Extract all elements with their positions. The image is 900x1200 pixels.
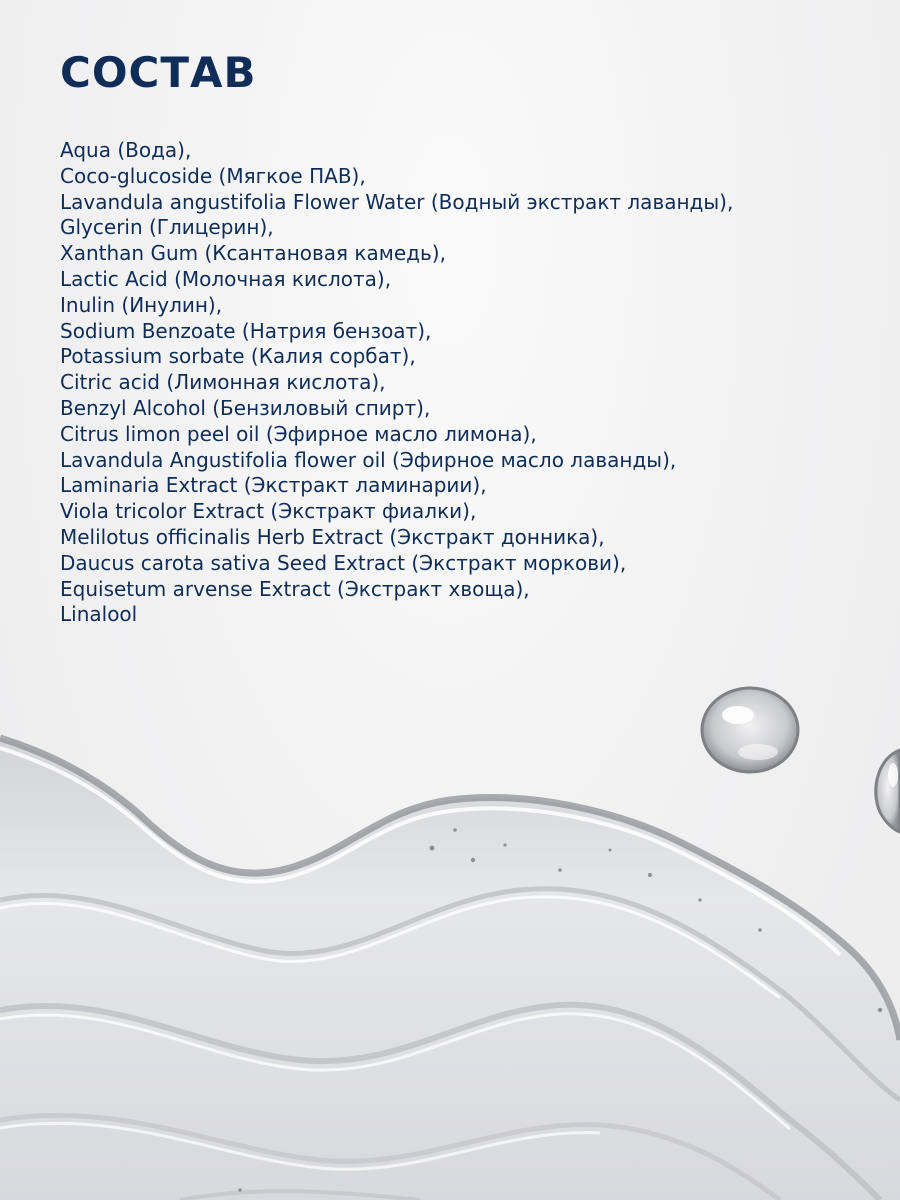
- droplet: [702, 688, 798, 772]
- list-item: Xanthan Gum (Ксантановая камедь),: [60, 241, 446, 266]
- gel-bubble: [558, 868, 562, 872]
- gel-bubble: [648, 873, 652, 877]
- list-item: Inulin (Инулин),: [60, 292, 223, 317]
- list-item: Glycerin (Глицерин),: [60, 215, 274, 240]
- gel-bubble: [471, 858, 475, 862]
- list-item: Equisetum arvense Extract (Экстракт хвоща),: [60, 576, 530, 601]
- list-item: Daucus carota sativa Seed Extract (Экстракт моркови),: [60, 550, 627, 575]
- list-item: Citrus limon peel oil (Эфирное масло лимона),: [60, 421, 537, 446]
- list-item: Coco-glucoside (Мягкое ПАВ),: [60, 163, 366, 188]
- page-title: СОСТАВ: [60, 48, 257, 97]
- list-item: Lavandula angustifolia Flower Water (Водный экстракт лаванды),: [60, 189, 734, 214]
- gel-bubble: [758, 928, 762, 932]
- list-item: Lactic Acid (Молочная кислота),: [60, 266, 392, 291]
- list-item: Benzyl Alcohol (Бензиловый спирт),: [60, 395, 431, 420]
- list-item: Viola tricolor Extract (Экстракт фиалки),: [60, 499, 477, 524]
- gel-bubble: [430, 846, 435, 851]
- list-item: Lavandula Angustifolia flower oil (Эфирное масло лаванды),: [60, 447, 677, 472]
- droplet: [876, 750, 900, 832]
- gel-bubble: [698, 898, 701, 901]
- list-item: Laminaria Extract (Экстракт ламинарии),: [60, 473, 487, 498]
- list-item: Potassium sorbate (Калия сорбат),: [60, 344, 416, 369]
- list-item: Sodium Benzoate (Натрия бензоат),: [60, 318, 432, 343]
- list-item: Melilotus officinalis Herb Extract (Экстракт донника),: [60, 524, 605, 549]
- gel-bubble: [238, 1188, 242, 1192]
- gel-bubble: [878, 1008, 882, 1012]
- list-item: Citric acid (Лимонная кислота),: [60, 370, 386, 395]
- ingredient-list: [60, 138, 733, 628]
- list-item: Linalool: [60, 602, 138, 627]
- gel-bubble: [503, 843, 506, 846]
- gel-bubble: [609, 849, 612, 852]
- list-item: Aqua (Вода),: [60, 138, 192, 162]
- gel-bubble: [453, 828, 457, 832]
